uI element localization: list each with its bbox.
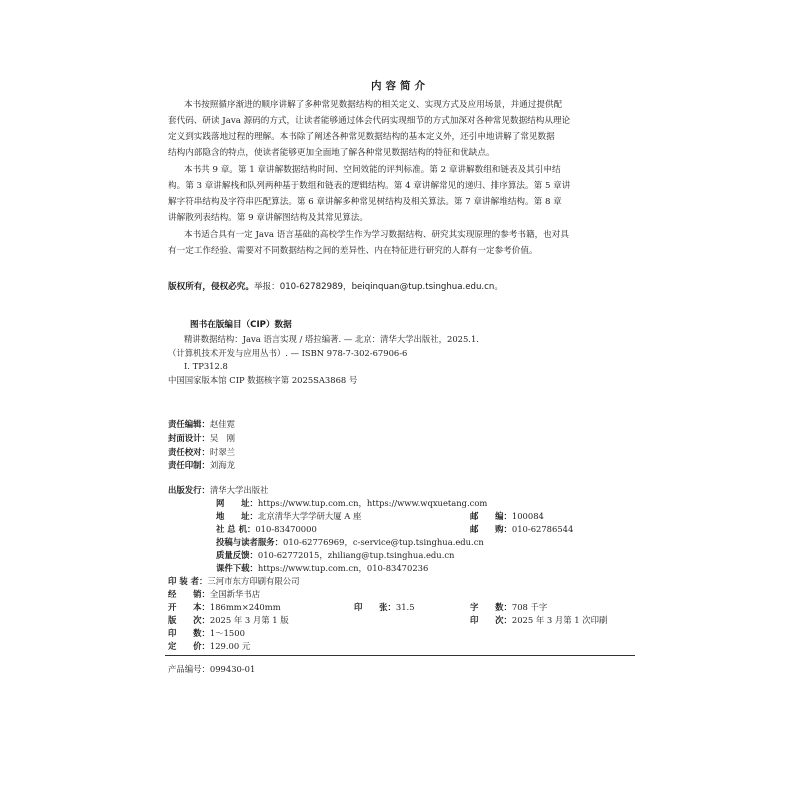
- impression-row: 印 次：2025 年 3 月第 1 次印刷: [470, 615, 608, 625]
- publisher-phone: 社 总 机：010-83470000: [216, 524, 317, 534]
- publisher-zip: 邮 编：100084: [470, 511, 544, 521]
- cip-line: Ⅰ. TP312.8: [184, 361, 228, 371]
- intro-line: 解字符串结构及字符串匹配算法。第 6 章讲解多种常见树结构及相关算法。第 7 章讲解堆结构。第 8 章: [168, 197, 562, 207]
- intro-line: 本书按照循序渐进的顺序讲解了多种常见数据结构的相关定义、实现方式及应用场景，并通过提供配: [184, 100, 563, 110]
- copyright-label: 版权所有，侵权必究。: [168, 282, 254, 292]
- cip-heading: 图书在版编目（CIP）数据: [190, 320, 292, 330]
- intro-line: 有一定工作经验、需要对不同数据结构之间的差异性、内在特征进行研究的人群有一定参考价值。: [168, 246, 538, 256]
- editor-row: 责任编辑：赵佳霓: [168, 419, 235, 429]
- publisher-address: 地 址：北京清华大学学研大厦 A 座: [216, 511, 362, 521]
- copies-row: 印 数：1～1500: [168, 628, 245, 638]
- publisher-mail-order: 邮 购：010-62786544: [470, 524, 574, 534]
- copyright-report: 举报：010-62782989，beiqinquan@tup.tsinghua.edu.cn。: [253, 282, 503, 292]
- publisher-submission: 投稿与读者服务：010-62776969，c-service@tup.tsinghua.edu.cn: [216, 537, 484, 547]
- intro-line: 讲解散列表结构。第 9 章讲解图结构及其常见算法。: [168, 213, 368, 223]
- product-code: 产品编号：099430-01: [168, 664, 256, 674]
- intro-line: 本书共 9 章。第 1 章讲解数据结构时间、空间效能的评判标准。第 2 章讲解数组和链表及其引申结: [184, 165, 561, 175]
- printer-row: 印 装 者：三河市东方印刷有限公司: [168, 576, 300, 586]
- cip-record-number: 中国国家版本馆 CIP 数据核字第 2025SA3868 号: [168, 375, 358, 385]
- intro-title: 内容简介: [371, 80, 429, 92]
- edition-row: 版 次：2025 年 3 月第 1 版: [168, 615, 289, 625]
- divider: [165, 655, 635, 656]
- publisher-web: 网 址：https://www.tup.com.cn，https://www.wqxuetang.com: [216, 498, 488, 508]
- intro-line: 套代码、研读 Java 源码的方式，让读者能够通过体会代码实现细节的方式加深对各种常见数据结构从理论: [168, 116, 571, 126]
- price-row: 定 价：129.00 元: [168, 641, 251, 651]
- editor-row: 责任印制：刘海龙: [168, 460, 235, 470]
- publisher-row: 出版发行：清华大学出版社: [168, 485, 269, 495]
- intro-line: 构。第 3 章讲解栈和队列两种基于数组和链表的逻辑结构。第 4 章讲解常见的递归、排序算法。第 5 章讲: [168, 181, 571, 191]
- cip-line: （计算机技术开发与应用丛书）. — ISBN 978-7-302-67906-6: [168, 348, 408, 358]
- cip-line: 精讲数据结构：Java 语言实现 / 塔拉编著. — 北京：清华大学出版社，2025.1.: [184, 334, 479, 344]
- format-row: 开 本：186mm×240mm: [168, 602, 281, 612]
- publisher-quality: 质量反馈：010-62772015，zhiliang@tup.tsinghua.edu.cn: [216, 550, 455, 560]
- sheets-row: 印 张：31.5: [354, 602, 415, 612]
- word-count-row: 字 数：708 千字: [470, 602, 548, 612]
- publisher-courseware: 课件下载：https://www.tup.com.cn，010-83470236: [216, 563, 429, 573]
- intro-line: 本书适合具有一定 Java 语言基础的高校学生作为学习数据结构、研究其实现原理的参考书籍，也对具: [184, 230, 569, 240]
- editor-row: 责任校对：时翠兰: [168, 447, 235, 457]
- editor-row: 封面设计：吴 刚: [168, 433, 235, 443]
- intro-line: 定义到实践落地过程的理解。本书除了阐述各种常见数据结构的基本定义外，还引申地讲解了常见数据: [168, 132, 555, 142]
- copyright-notice: [168, 280, 503, 292]
- distributor-row: 经 销：全国新华书店: [168, 589, 261, 599]
- intro-line: 结构内部隐含的特点，使读者能够更加全面地了解各种常见数据结构的特征和优缺点。: [168, 148, 495, 158]
